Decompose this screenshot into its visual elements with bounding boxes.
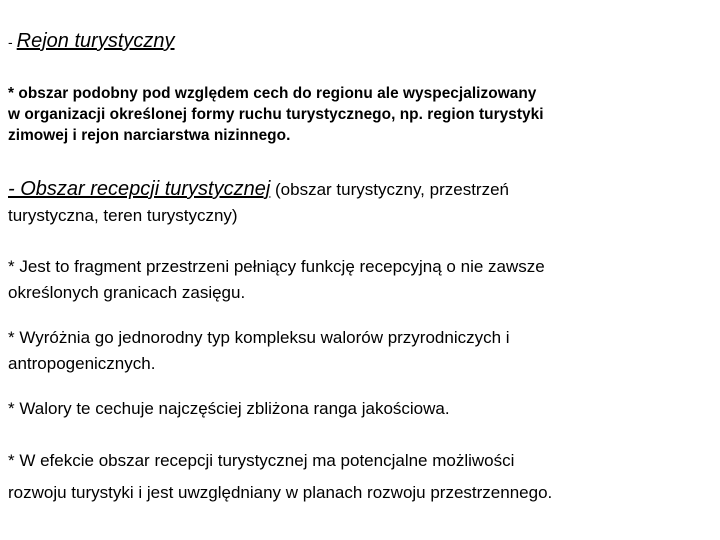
section-rejon-heading [8, 30, 175, 53]
bullet-item [8, 254, 545, 306]
bullet-line: * Wyróżnia go jednorodny typ kompleksu walorów przyrodniczych i [8, 328, 510, 347]
rejon-definition-line: * obszar podobny pod względem cech do regionu ale wyspecjalizowany [8, 85, 537, 102]
bullet-line: * W efekcie obszar recepcji turystycznej ma potencjalne możliwości [8, 451, 515, 470]
bullet-item [8, 445, 552, 509]
bullet-line: * Jest to fragment przestrzeni pełniący funkcję recepcyjną o nie zawsze [8, 257, 545, 276]
bullet-line: antropogenicznych. [8, 354, 156, 373]
bullet-line: rozwoju turystyki i jest uwzględniany w planach rozwoju przestrzennego. [8, 483, 553, 502]
bullet-line: określonych granicach zasięgu. [8, 283, 246, 302]
rejon-definition [8, 83, 544, 146]
rejon-definition-line: zimowej i rejon narciarstwa nizinnego. [8, 127, 291, 144]
section-obszar-heading [8, 178, 509, 201]
heading-rejon-turystyczny: Rejon turystyczny [16, 30, 175, 52]
heading-synonyms: (obszar turystyczny, przestrzeń [270, 180, 509, 199]
bullet-item [8, 325, 510, 377]
heading-synonyms-line2: turystyczna, teren turystyczny) [8, 206, 238, 225]
bullet-item [8, 396, 450, 422]
heading-dash: - [8, 34, 13, 50]
rejon-definition-line: w organizacji określonej formy ruchu turystycznego, np. region turystyki [8, 106, 544, 123]
heading-obszar-recepcji: - Obszar recepcji turystycznej [8, 178, 271, 200]
bullet-line: * Walory te cechuje najczęściej zbliżona ranga jakościowa. [8, 399, 450, 418]
